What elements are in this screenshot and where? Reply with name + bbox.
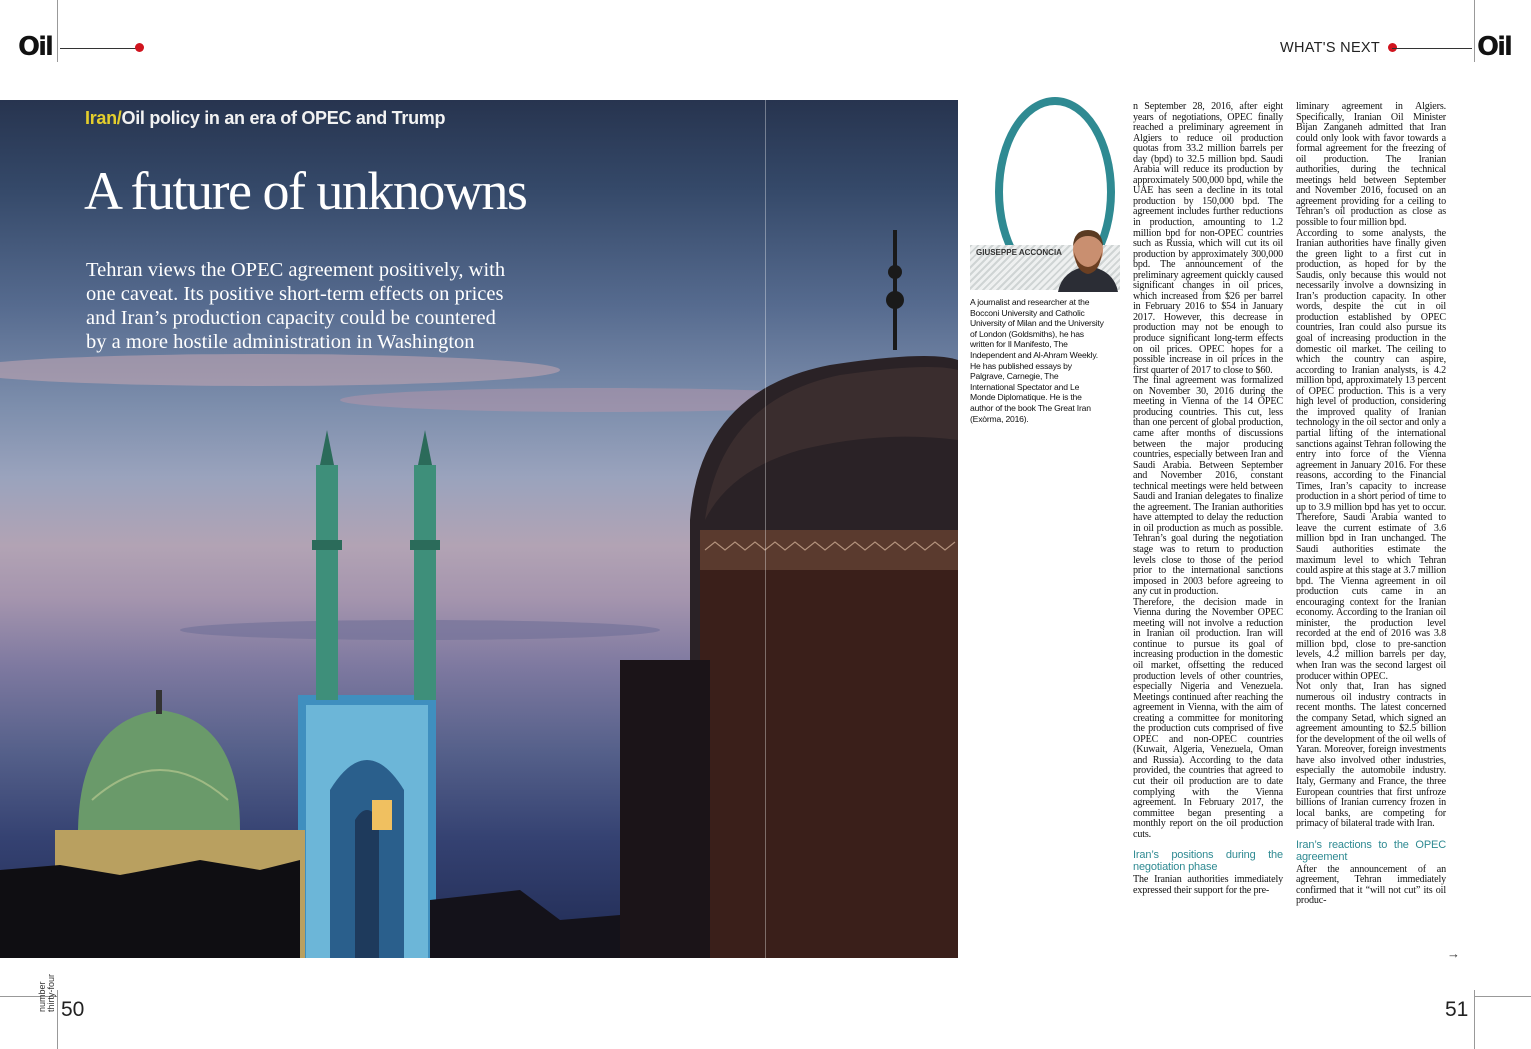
paragraph: According to some analysts, the Iranian authorities have finally given the green light to a first cut in production, as hoped for by the Saudis, only because this would not necessarily involve a downsizing in Iran’s production capacity. In other words, despite the cut in oil production established by OPEC countries, Iran could also pursue its goal of increasing production in the domestic oil market. The ceiling to which the country can aspire, according to Iranian analysts, is 4.2 million bpd, approximately 13 percent of OPEC production. This is a very high level of production, considering the improved quality of Iranian technology in the oil sector and only a partial lifting of the international sanctions against Tehran following the entry into force of the Vienna agreement in January 2016. For these reasons, according to the Financial Times, Iran’s capacity to increase production in a short period of time to up to 3.9 million bpd has yet to occur. Therefore, Saudi Arabia wanted to leave the current estimate of 3.6 million bpd in Iran unchanged. The Saudi authorities estimate the maximum level to which Tehran could aspire at this stage at 3.7 million bpd. The Vienna agreement in oil production cuts came in an encouraging context for the Iranian economy. According to the Iranian oil minister, the production level recorded at the end of 2016 was 3.8 million bpd, close to pre-sanction levels, 4.2 million barrels per day, when Iran was the second largest oil producer within OPEC.	[1296, 227, 1446, 682]
article-column-1	[1133, 102, 1283, 896]
continue-arrow-icon: →	[1447, 946, 1460, 961]
subheading: Iran’s reactions to the OPEC agreement	[1296, 838, 1446, 863]
author-portrait	[1058, 222, 1118, 292]
page-number-left: 50	[61, 998, 85, 1021]
header-dot-left	[135, 43, 144, 52]
kicker-topic: Oil policy in an era of OPEC and Trump	[121, 108, 446, 128]
paragraph: The Iranian authorities immediately expressed their support for the pre-	[1133, 874, 1283, 896]
issue-label	[38, 974, 56, 1012]
subheading: Iran’s positions during the negotiation phase	[1133, 849, 1283, 874]
crop-mark-left	[57, 0, 58, 62]
paragraph: After the announcement of an agreement, Tehran immediately confirmed that it “will not cut” its oil produc-	[1296, 863, 1446, 907]
issue-line-1: number	[37, 981, 47, 1012]
crop-mark-bottom-left	[57, 990, 58, 1049]
footer-rule-right	[1474, 996, 1531, 997]
header-rule-left	[60, 48, 138, 49]
paragraph: Therefore, the decision made in Vienna during the November OPEC meeting will not involve a reduction in Iranian oil production. Iran will continue to pursue its goal of increasing production in the domestic oil market, offsetting the reduced production levels of other countries, especially Nigeria and Venezuela. Meetings continued after reaching the agreement in Vienna, with the aim of creating a committee for monitoring the production cuts comprised of five OPEC and non-OPEC countries (Kuwait, Algeria, Venezuela, Oman and Russia). According to the data provided, the countries that agreed to cut their oil production are to date complying with the Vienna agreement. In February 2017, the committee began presenting a monthly report on the oil production cuts.	[1133, 596, 1283, 840]
issue-line-2: thirty-four	[46, 973, 56, 1012]
author-name: GIUSEPPE ACCONCIA	[976, 248, 1062, 257]
magazine-logo-left: Oil	[18, 32, 52, 62]
paragraph: Not only that, Iran has signed numerous oil industry contracts in recent months. The latest concerned the company Setad, which signed an agreement amounting to $2.5 billion for the development of the oil wells of Yaran. Moreover, foreign investments have also involved other industries, especially the automobile industry. Italy, Germany and France, the three European countries that first unfroze billions of Iranian currency frozen in local banks, are competing for primacy of bilateral trade with Iran.	[1296, 681, 1446, 830]
paragraph: The final agreement was formalized on November 30, 2016 during the meeting in Vienna of the 14 OPEC producing countries. This cut, less than one percent of global production, came after months of discussions between the major producing countries, especially between Iran and Saudi Arabia. Between September and November 2016, constant technical meetings were held between Saudi and Iranian delegates to finalize the agreement. The Iranian authorities have attempted to delay the reduction in oil production as much as possible. Tehran’s goal during the negotiation stage was to return to production levels close to those of the period prior to the international sanctions imposed in 2003 before agreeing to any cut in production.	[1133, 375, 1283, 598]
article-column-2	[1296, 102, 1446, 907]
spread-gutter-line	[765, 100, 766, 958]
paragraph: liminary agreement in Algiers. Specifically, Iranian Oil Minister Bijan Zanganeh admitted that Iran could only look with favor towards a formal agreement for the freezing of oil production. The Iranian authorities, during the technical meetings held between September and November 2016, focused on an agreement providing for a ceiling to Tehran’s oil production as close as possible to four million bpd.	[1296, 101, 1446, 229]
article-deck: Tehran views the OPEC agreement positively, with one caveat. Its positive short-term effects on prices and Iran’s production capacity could be countered by a more hostile administration in Washington	[86, 259, 506, 353]
crop-mark-right	[1474, 0, 1475, 62]
crop-mark-bottom-right	[1474, 990, 1475, 1049]
magazine-logo-right: Oil	[1477, 32, 1511, 62]
article-headline: A future of unknowns	[84, 161, 527, 221]
page-number-right: 51	[1445, 998, 1469, 1021]
header-rule-right	[1392, 48, 1472, 49]
kicker-country: Iran/	[85, 108, 122, 128]
section-label: WHAT'S NEXT	[1280, 40, 1381, 56]
article-kicker	[85, 108, 445, 129]
paragraph: n September 28, 2016, after eight years of negotiations, OPEC finally reached a preliminary agreement in Algiers to reduce oil production quotas from 33.2 million barrels per day (bpd) to 32.5 million bpd. Saudi Arabia will reduce its production by approximately 500,000 bpd, while the UAE has seen a decline in its total production by 150,000 bpd. The agreement includes further reductions in production, amounting to 1.2 million bpd for non-OPEC countries such as Russia, which will cut its oil production by approximately 300,000 bpd. The announcement of the preliminary agreement quickly caused significant changes in oil prices, which increased from $26 per barrel in February 2016 to $54 in January 2017. However, this decrease in production may not be enough to produce significant long-term effects on oil prices. OPEC hopes for a possible increase in oil prices in the first quarter of 2017 to close to $60.	[1133, 101, 1283, 376]
mosque-illustration	[0, 100, 958, 958]
author-bio: A journalist and researcher at the Bocconi University and Catholic University of Milan and the University of London (Goldsmiths), he has written for Il Manifesto, The Independent and Al-Ahram Weekly. He has published essays by Palgrave, Carnegie, The International Spectator and Le Monde Diplomatique. He is the author of the book The Great Iran (Exòrma, 2016).	[970, 297, 1104, 424]
hero-photo	[0, 100, 958, 958]
